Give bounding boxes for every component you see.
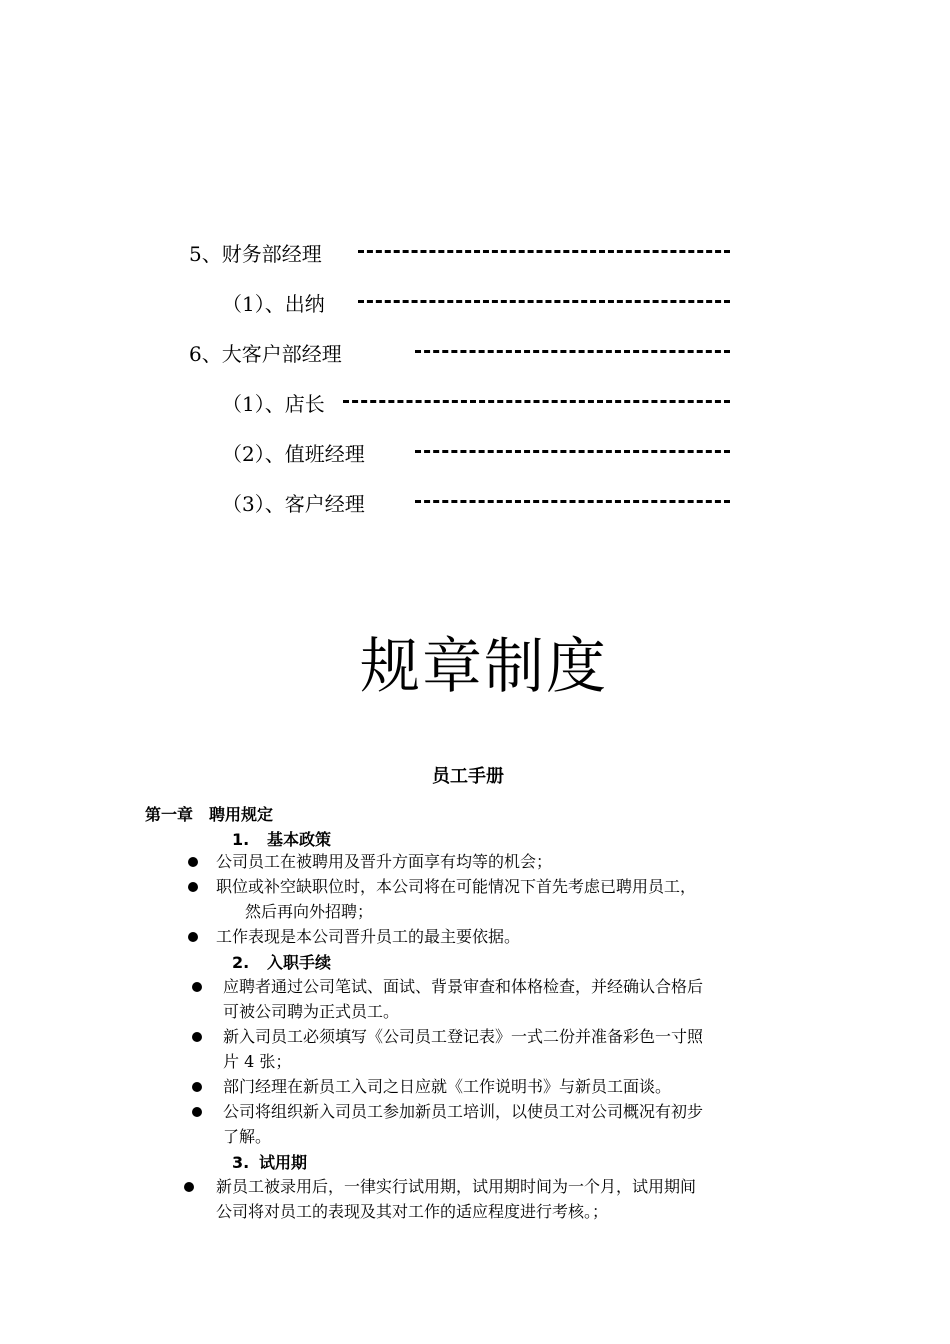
bullet-icon	[188, 857, 198, 867]
section-number: 3.	[232, 1153, 250, 1172]
chapter-title: 第一章 聘用规定	[145, 805, 274, 824]
section-title: 试用期	[259, 1153, 308, 1172]
bullet-icon	[188, 882, 198, 892]
list-item: 部门经理在新员工入司之日应就《工作说明书》与新员工面谈。	[223, 1077, 672, 1096]
list-item: 公司员工在被聘用及晋升方面享有均等的机会；	[216, 852, 553, 871]
section-title: 入职手续	[267, 953, 332, 972]
toc-leader-dots	[343, 400, 730, 403]
list-item-continuation: 然后再向外招聘；	[245, 902, 374, 921]
bullet-icon	[188, 932, 198, 942]
toc-leader-dots	[358, 300, 730, 303]
bullet-icon	[192, 1032, 202, 1042]
list-item: 新员工被录用后，一律实行试用期，试用期时间为一个月，试用期间	[216, 1177, 697, 1196]
list-item: 公司将组织新入司员工参加新员工培训，以使员工对公司概况有初步	[223, 1102, 704, 1121]
list-item: 应聘者通过公司笔试、面试、背景审查和体格检查，并经确认合格后	[223, 977, 704, 996]
toc-leader-dots	[415, 500, 730, 503]
toc-leader-dots	[415, 350, 730, 353]
main-title: 规章制度	[360, 632, 608, 702]
toc-entry-duty-manager: （2）、值班经理	[222, 442, 365, 466]
section-number: 2.	[232, 953, 250, 972]
toc-entry-account-manager: （3）、客户经理	[222, 492, 365, 516]
toc-leader-dots	[415, 450, 730, 453]
list-item-continuation: 了解。	[223, 1127, 272, 1146]
bullet-icon	[192, 1082, 202, 1092]
section-title: 基本政策	[267, 830, 332, 849]
bullet-icon	[192, 1107, 202, 1117]
bullet-icon	[184, 1182, 194, 1192]
bullet-icon	[192, 982, 202, 992]
list-item-continuation: 公司将对员工的表现及其对工作的适应程度进行考核。；	[216, 1202, 609, 1221]
section-number: 1.	[232, 830, 250, 849]
list-item: 职位或补空缺职位时，本公司将在可能情况下首先考虑已聘用员工，	[216, 877, 697, 896]
toc-entry-key-account-manager: 6、大客户部经理	[189, 342, 342, 366]
list-item-continuation: 可被公司聘为正式员工。	[223, 1002, 400, 1021]
handbook-title: 员工手册	[432, 766, 504, 787]
toc-entry-cashier: （1）、出纳	[222, 292, 325, 316]
toc-entry-store-manager: （1）、店长	[222, 392, 325, 416]
toc-leader-dots	[358, 250, 730, 253]
list-item: 工作表现是本公司晋升员工的最主要依据。	[216, 927, 521, 946]
list-item: 新入司员工必须填写《公司员工登记表》一式二份并准备彩色一寸照	[223, 1027, 704, 1046]
list-item-continuation: 片 4 张；	[223, 1052, 292, 1071]
toc-entry-finance-manager: 5、财务部经理	[189, 242, 322, 266]
